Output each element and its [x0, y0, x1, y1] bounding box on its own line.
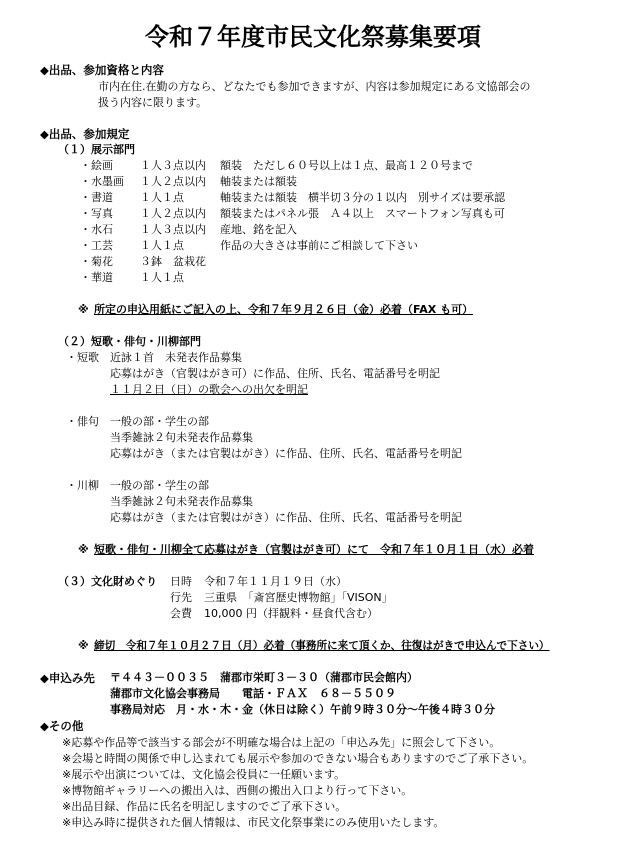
exhibit-deadline-note: 所定の申込用紙にご記入の上、令和７年９月２６日（金）必着（FAX も可）: [94, 303, 474, 316]
haiku-line2: 当季雑詠２句未発表作品募集: [110, 431, 253, 444]
tour-date: 令和７年１１月１９日（水）: [204, 575, 347, 588]
exhibit-quantity: １人１点: [140, 191, 184, 204]
page-title: 令和７年度市民文化祭募集要項: [145, 23, 481, 51]
exhibit-category: ・工芸: [80, 239, 113, 252]
exhibit-heading: （１）展示部門: [58, 143, 135, 156]
exhibit-note: 軸装または額装: [220, 175, 297, 188]
other-note: ※会場と時間の関係で申し込まれても展示や参加のできない場合もありますのでご了承下さい。: [62, 752, 534, 765]
haiku-line3: 応募はがき（または官製はがき）に作品、住所、氏名、電話番号を明記: [110, 447, 462, 460]
exhibit-category: ・写真: [80, 207, 113, 220]
senryu-label: ・川柳: [66, 479, 99, 492]
note-mark: ※: [78, 639, 89, 652]
tanka-line3: １１月２日（日）の歌会への出欠を明記: [110, 383, 308, 396]
note-mark: ※: [78, 543, 89, 556]
tour-destination-label: 行先: [170, 591, 192, 604]
exhibit-category: ・華道: [80, 271, 113, 284]
poetry-heading: （２）短歌・俳句・川柳部門: [58, 335, 201, 348]
other-note: ※展示や出演については、文化協会役員に一任願います。: [62, 768, 346, 781]
exhibit-category: ・水石: [80, 223, 113, 236]
other-note: ※出品目録、作品に氏名を明記しますのでご了承下さい。: [62, 800, 347, 813]
exhibit-quantity: １人２点以内: [140, 175, 206, 188]
exhibit-note: 額装またはパネル張 Ａ４以上 スマートフォン写真も可: [220, 207, 505, 220]
senryu-line3: 応募はがき（または官製はがき）に作品、住所、氏名、電話番号を明記: [110, 511, 462, 524]
eligibility-text-line1: 市内在住.在勤の方なら、どなたでも参加できますが、内容は参加規定にある文協部会の: [98, 80, 531, 93]
exhibit-quantity: ３鉢 盆栽花: [140, 255, 206, 268]
section-heading-rules: ◆出品、参加規定: [40, 127, 130, 141]
tanka-line2: 応募はがき（官製はがき可）に作品、住所、氏名、電話番号を明記: [110, 367, 440, 380]
other-note: ※博物館ギャラリーへの搬出入は、西側の搬出入口より行って下さい。: [62, 784, 413, 797]
apply-office-hours: 事務局対応 月・水・木・金（休日は除く）午前９時３０分～午後４時３０分: [110, 703, 495, 716]
exhibit-quantity: １人２点以内: [140, 207, 206, 220]
tour-fee: 10,000 円（拝観料・昼食代含む）: [204, 607, 378, 620]
tour-date-label: 日時: [170, 575, 192, 588]
haiku-label: ・俳句: [66, 415, 99, 428]
tour-heading: （３）文化財めぐり: [58, 575, 157, 588]
tour-deadline-note: 締切 令和７年１０月２７日（月）必着（事務所に来て頂くか、往復はがきで申込んで下さい）: [94, 640, 550, 652]
senryu-line2: 当季雑詠２句未発表作品募集: [110, 495, 253, 508]
tanka-label: ・短歌: [66, 351, 99, 364]
apply-address: 〒４４３－００３５ 蒲郡市栄町３－３０（蒲郡市民会館内）: [110, 671, 418, 684]
tanka-line1: 近詠１首 未発表作品募集: [110, 351, 242, 364]
exhibit-category: ・水墨画: [80, 175, 124, 188]
senryu-line1: 一般の部・学生の部: [110, 479, 209, 492]
exhibit-note: 作品の大きさは事前にご相談して下さい: [220, 239, 418, 252]
tour-fee-label: 会費: [170, 607, 192, 620]
exhibit-quantity: １人１点: [140, 239, 184, 252]
note-mark: ※: [78, 303, 89, 316]
section-heading-eligibility: ◆出品、参加資格と内容: [40, 63, 164, 77]
exhibit-quantity: １人１点: [140, 271, 184, 284]
eligibility-text-line2: 扱う内容に限ります。: [98, 96, 208, 109]
exhibit-category: ・菊花: [80, 255, 113, 268]
poetry-deadline-note: 短歌・俳句・川柳全て応募はがき（官製はがき可）にて 令和７年１０月１日（水）必着: [94, 543, 534, 556]
exhibit-category: ・絵画: [80, 159, 113, 172]
exhibit-quantity: １人３点以内: [140, 223, 206, 236]
apply-office-phone: 蒲郡市文化協会事務局 電話・ＦＡＸ ６８－５５０９: [110, 687, 396, 700]
exhibit-quantity: １人３点以内: [140, 159, 206, 172]
exhibit-category: ・書道: [80, 191, 113, 204]
section-heading-apply: ◆申込み先: [40, 671, 95, 685]
tour-destination: 三重県 「斎宮歴史博物館」「VISON」: [204, 591, 393, 604]
exhibit-note: 軸装または額装 横半切３分の１以内 別サイズは要承認: [220, 191, 506, 204]
section-heading-other: ◆その他: [40, 719, 84, 733]
haiku-line1: 一般の部・学生の部: [110, 415, 209, 428]
other-note: ※申込み時に提供された個人情報は、市民文化祭事業にのみ使用いたします。: [62, 816, 445, 829]
other-note: ※応募や作品等で該当する部会が不明確な場合は上記の「申込み先」に照会して下さい。: [62, 736, 501, 749]
exhibit-note: 額装 ただし６０号以上は１点、最高１２０号まで: [220, 159, 473, 172]
exhibit-note: 産地、銘を記入: [220, 223, 297, 236]
